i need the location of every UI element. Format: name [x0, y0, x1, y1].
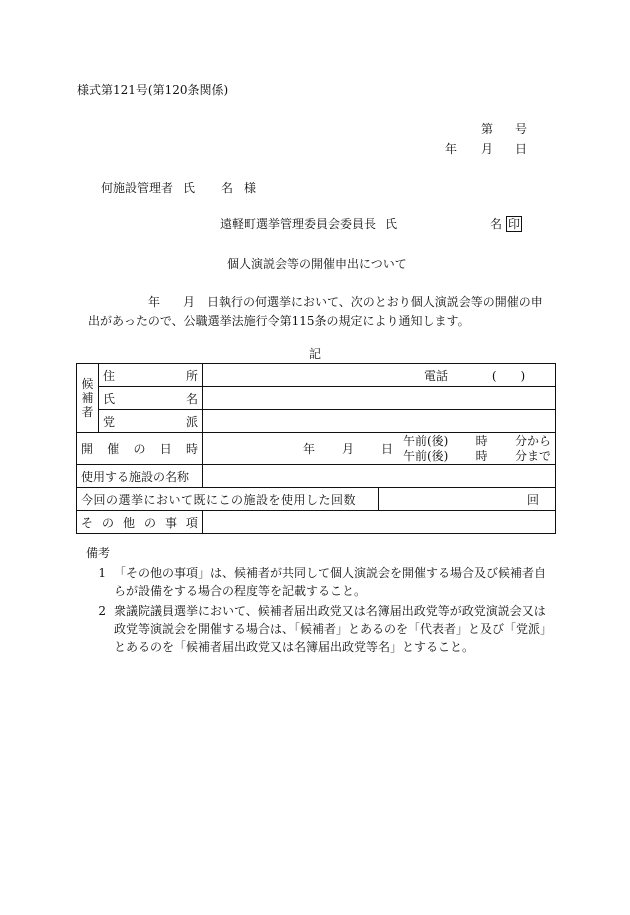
- seal-mark: 印: [508, 217, 521, 231]
- address-value: [203, 364, 556, 387]
- dt-year: 年: [302, 442, 315, 456]
- sender-shi: 氏: [385, 217, 398, 231]
- doc-number-dai: 第: [481, 122, 494, 136]
- application-table: [76, 363, 556, 534]
- remark-text: 衆議院議員選挙において、候補者届出政党又は名簿届出政党等が政党演説会又は政党等演説会を開催する場合は、「候補者」とあるのを「代表者」と及び「党派」とあるのを「候補者届出政党又は名簿届出政党等名」とすること。: [114, 604, 553, 654]
- other-label: そ の 他 の 事 項: [77, 511, 203, 534]
- other-row: [77, 511, 556, 534]
- facility-row: [77, 465, 556, 488]
- datetime-label: 開 催 の 日 時: [77, 433, 203, 465]
- body-line1-rest: 日執行の何選挙において、次のとおり個人演説会等の開催の申: [207, 295, 543, 309]
- facility-value: [203, 465, 556, 488]
- sender-org: 遠軽町選挙管理委員会委員長: [220, 217, 377, 231]
- addressee-mei: 名: [221, 181, 234, 195]
- candidate-header: 候補者: [77, 364, 99, 433]
- body-month: 月: [183, 295, 196, 309]
- dt-month: 月: [341, 442, 354, 456]
- remark-item: 2 衆議院議員選挙において、候補者届出政党又は名簿届出政党等が政党演説会又は政党等演説会を開催する場合は、「候補者」とあるのを「代表者」と及び「党派」とあるのを「候補者届出政党又は名簿届出政党等名」とすること。: [86, 602, 556, 656]
- ki-heading: 記: [309, 347, 322, 361]
- body-year: 年: [148, 295, 161, 309]
- am-pm-1: 午前(後): [403, 433, 449, 448]
- name-value: [203, 387, 556, 410]
- remark-text: 「その他の事項」は、候補者が共同して個人演説会を開催する場合及び候補者自らが設備をする場合の程度等を記載すること。: [114, 566, 547, 598]
- usage-count-label: 今回の選挙において既にこの施設を使用した回数: [77, 488, 379, 511]
- datetime-value: [203, 433, 556, 465]
- remarks-title: 備考: [86, 546, 111, 560]
- remarks: [86, 544, 556, 656]
- facility-label: 使用する施設の名称: [77, 465, 203, 488]
- party-value: [203, 410, 556, 433]
- body-line2: 出があったので、公職選挙法施行令第115条の規定により通知します。: [88, 314, 470, 328]
- remark-item: 1 「その他の事項」は、候補者が共同して個人演説会を開催する場合及び候補者自らが設備をする場合の程度等を記載すること。: [86, 564, 556, 600]
- phone-paren: ( ): [491, 368, 526, 383]
- doc-number-go: 号: [515, 122, 528, 136]
- hour-1: 時: [475, 433, 488, 448]
- usage-count-row: [77, 488, 556, 511]
- address-label: 住 所: [99, 364, 203, 387]
- date-day: 日: [515, 142, 528, 156]
- datetime-row: [77, 433, 556, 465]
- addressee-sama: 様: [244, 181, 257, 195]
- addressee-title: 何施設管理者: [101, 181, 174, 195]
- other-value: [203, 511, 556, 534]
- minute-from: 分から: [514, 433, 551, 448]
- subject: 個人演説会等の開催申出について: [227, 257, 407, 271]
- party-row: [77, 410, 556, 433]
- party-label: 党 派: [99, 410, 203, 433]
- form-number: 様式第121号(第120条関係): [77, 83, 229, 97]
- address-row: [77, 364, 556, 387]
- minute-to: 分まで: [514, 448, 551, 463]
- date-year: 年: [445, 142, 458, 156]
- phone-label: 電話: [424, 368, 449, 383]
- name-label: 氏 名: [99, 387, 203, 410]
- addressee-shi: 氏: [183, 181, 196, 195]
- usage-count-unit: 回: [379, 488, 556, 511]
- am-pm-2: 午前(後): [403, 448, 449, 463]
- dt-day: 日: [380, 442, 393, 456]
- sender-mei: 名 印: [490, 217, 521, 231]
- name-row: [77, 387, 556, 410]
- date-month: 月: [481, 142, 494, 156]
- hour-2: 時: [475, 448, 488, 463]
